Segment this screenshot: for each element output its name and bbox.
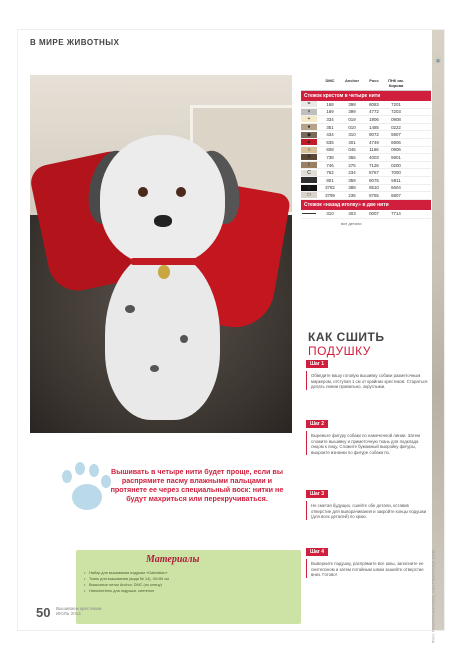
dog-pillow-photo	[30, 75, 292, 433]
key-cell: 366	[348, 154, 356, 160]
symbol-swatch: ×	[301, 109, 317, 115]
key-cell: 334	[326, 116, 334, 122]
dog-eye-left	[138, 187, 148, 197]
backstitch-line-icon	[302, 213, 316, 214]
key-cell: 0200	[391, 162, 401, 168]
key-cell: 046	[348, 147, 356, 153]
key-cell: 3799	[325, 192, 335, 198]
symbol-swatch: ○	[301, 147, 317, 153]
key-cell: 275	[348, 162, 356, 168]
backstitch-note: все детали	[341, 220, 362, 226]
collar-tag	[158, 265, 170, 279]
key-cell: 351	[326, 124, 334, 130]
key-cell: 019	[348, 116, 356, 122]
key-cell: 236	[348, 192, 356, 198]
key-row	[301, 147, 431, 155]
key-cell: 1485	[369, 124, 379, 130]
cross-stitch-heading: Стежок крестом в четыре нити	[301, 91, 431, 101]
dog-head	[100, 135, 225, 265]
key-cell: 7126	[369, 162, 379, 168]
key-cell: 359	[348, 177, 356, 183]
key-cell: 310	[348, 132, 356, 138]
key-row	[301, 154, 431, 162]
symbol-swatch: ◆	[301, 132, 317, 138]
key-cell: 399	[348, 109, 356, 115]
dog-nose	[154, 215, 172, 227]
materials-box	[76, 550, 301, 624]
key-cell: 388	[348, 185, 356, 191]
dog-collar	[130, 258, 202, 265]
key-row	[301, 185, 431, 193]
key-cell: 0906	[391, 147, 401, 153]
key-cell: 1166	[369, 147, 379, 153]
key-cell: 8083	[369, 101, 379, 107]
materials-item: • Ткань для вышивания (аида № 14), 40×55 см	[84, 576, 294, 582]
symbol-swatch: =	[301, 101, 317, 107]
key-cell: 6807	[391, 192, 401, 198]
key-row	[301, 139, 431, 147]
key-table-header: DMC Anchor Росс ПНК им. Кирова	[301, 75, 431, 91]
key-cell: 762	[326, 170, 334, 176]
backstitch-row: 310 403 0007 7714	[301, 210, 431, 219]
tip-quote: Вышивать в четыре нити будет проще, если вы распрямите пасму влажными пальцами и протянете ее через специальный воск: нитки не будут махриться или перекручиваться.	[110, 467, 284, 503]
key-cell: 8755	[369, 192, 379, 198]
step-3: Шаг 3 Не сметая будущих, сшейте обе детали, оставив отверстие для выворачивания и закройте концы подушки (для всех деталей) по краю.	[306, 482, 432, 520]
key-row	[301, 131, 431, 139]
symbol-swatch: ▲	[301, 139, 317, 145]
page-number: 50	[36, 605, 51, 620]
key-row	[301, 101, 431, 109]
key-cell: 8767	[369, 170, 379, 176]
key-row	[301, 124, 431, 132]
key-cell: 3782	[325, 185, 335, 191]
key-cell: 8075	[369, 177, 379, 183]
key-cell: 746	[326, 162, 334, 168]
key-cell: 801	[326, 177, 334, 183]
key-cell: 6604	[391, 185, 401, 191]
materials-title: Материалы	[146, 554, 200, 565]
step-1: Шаг 1 Обведите вашу готовую вышивку собаки разметочным маркером, отступая 1 см от крайних крестиков. Стараться делать линии правильно, округлыми.	[306, 352, 432, 390]
key-cell: 6906	[391, 139, 401, 145]
key-cell: 8510	[369, 185, 379, 191]
key-row	[301, 109, 431, 117]
key-cell: 535	[326, 139, 334, 145]
thread-key-table	[301, 75, 431, 226]
materials-item: • Наполнитель для подушки, синтепон	[84, 588, 294, 594]
materials-item: • Набор для вышивания подушки «Dalmatian»	[84, 570, 294, 576]
symbol-swatch: +	[301, 116, 317, 122]
section-title: В МИРЕ ЖИВОТНЫХ	[30, 38, 120, 47]
key-cell: 401	[348, 139, 356, 145]
key-row	[301, 162, 431, 170]
symbol-swatch: ◇	[301, 177, 317, 183]
key-cell: 7000	[391, 170, 401, 176]
howto-title: КАК СШИТЬ ПОДУШКУ	[308, 330, 385, 358]
symbol-swatch: ■	[301, 185, 317, 191]
symbol-swatch: I	[301, 162, 317, 168]
star-icon: ✶	[434, 56, 442, 66]
key-cell: 168	[326, 101, 334, 107]
key-cell: 434	[326, 132, 334, 138]
key-row	[301, 192, 431, 200]
backstitch-heading: Стежок «назад иголку» в две нити	[301, 200, 431, 210]
key-cell: 8072	[369, 132, 379, 138]
edge-strip	[432, 30, 444, 630]
symbol-swatch: ●	[301, 124, 317, 130]
key-cell: 010	[348, 124, 356, 130]
key-cell: 5907	[391, 132, 401, 138]
key-cell: 0222	[391, 124, 401, 130]
key-cell: 0908	[391, 116, 401, 122]
key-cell: 234	[348, 170, 356, 176]
step-2: Шаг 2 Вырежьте фигуру собаки по намеченной линии. Затем сложите вышивку и приметочную ткань для подклада лицом к лицу. Сложите бумажный выкройку фигуры, выкроите изнанки по фигуре собаки по.	[306, 412, 432, 455]
key-cell: 1906	[369, 116, 379, 122]
materials-item: • Вискозные нитки Anchor, DMC (по ключу)	[84, 582, 294, 588]
magazine-page	[18, 30, 444, 644]
key-cell: 4749	[369, 139, 379, 145]
magazine-footer: Вышиваем крестиком ИЮЛЬ 2014	[56, 606, 102, 616]
key-cell: 4772	[369, 109, 379, 115]
key-cell: 5901	[391, 154, 401, 160]
key-row	[301, 177, 431, 185]
key-row	[301, 169, 431, 177]
key-cell: 5911	[391, 177, 401, 183]
key-cell: 608	[326, 147, 334, 153]
key-cell: 738	[326, 154, 334, 160]
photo-credit: Фото: PHOTOSHOOTERS, SHUTTERSTOCK.COM	[430, 550, 435, 644]
key-cell: 7201	[391, 101, 401, 107]
key-cell: 398	[348, 101, 356, 107]
symbol-swatch: A	[301, 154, 317, 160]
symbol-swatch: C	[301, 170, 317, 176]
dog-eye-right	[176, 187, 186, 197]
key-rows	[301, 101, 431, 200]
materials-list	[84, 570, 294, 594]
step-4: Шаг 4 Выверните подушку, распрямите все швы, заполните ее синтепоном и затем потайным швом зашейте отверстие вниз. Готово!	[306, 540, 432, 578]
key-cell: 4003	[369, 154, 379, 160]
key-cell: 7203	[391, 109, 401, 115]
key-row	[301, 116, 431, 124]
key-cell: 169	[326, 109, 334, 115]
symbol-swatch: □	[301, 192, 317, 198]
